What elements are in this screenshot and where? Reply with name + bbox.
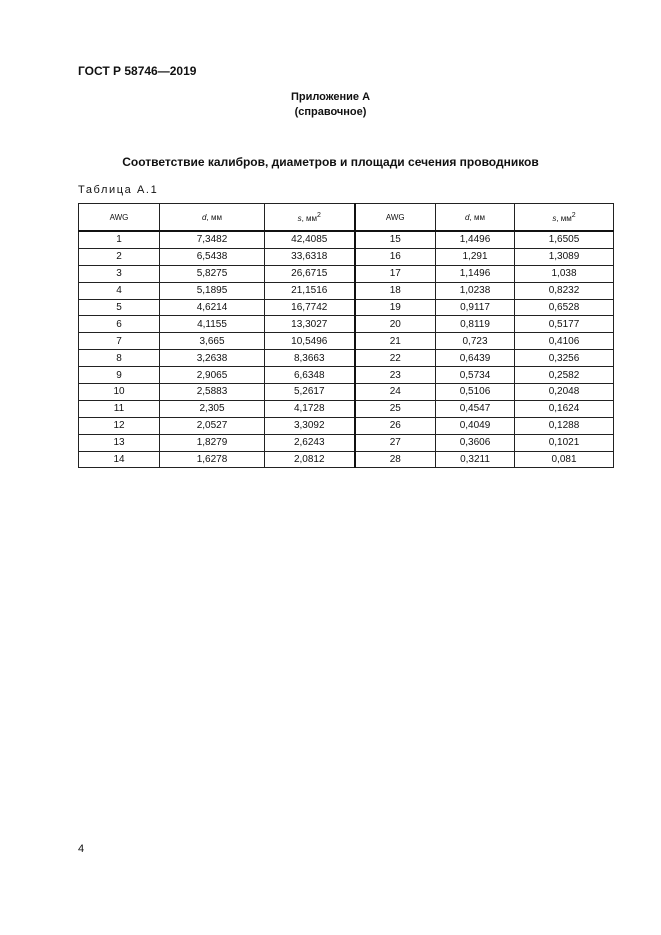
table-cell: 5,1895 <box>160 282 265 299</box>
table-cell: 1,1496 <box>436 265 515 282</box>
table-cell: 0,3211 <box>436 451 515 468</box>
table-cell: 0,4547 <box>436 400 515 417</box>
table-cell: 3 <box>79 265 160 282</box>
table-cell: 0,8232 <box>515 282 614 299</box>
table-cell: 2 <box>79 248 160 265</box>
table-cell: 23 <box>355 367 436 384</box>
table-cell: 24 <box>355 384 436 401</box>
table-cell: 4,6214 <box>160 299 265 316</box>
page-number: 4 <box>78 843 85 855</box>
table-cell: 3,3092 <box>265 417 355 434</box>
table-row <box>79 316 614 333</box>
table-cell: 5 <box>79 299 160 316</box>
table-cell: 10 <box>79 384 160 401</box>
column-header-superscript: 2 <box>317 211 321 219</box>
table-cell: 11 <box>79 400 160 417</box>
column-header-label: AWG <box>109 212 129 222</box>
table-cell: 0,4049 <box>436 417 515 434</box>
table-row <box>79 417 614 434</box>
section-title: Соответствие калибров, диаметров и площади сечения проводников <box>122 155 539 169</box>
table-cell: 0,6528 <box>515 299 614 316</box>
table-cell: 0,3606 <box>436 434 515 451</box>
table-cell: 16,7742 <box>265 299 355 316</box>
table-cell: 5,8275 <box>160 265 265 282</box>
table-cell: 3,665 <box>160 333 265 350</box>
table-cell: 0,9117 <box>436 299 515 316</box>
table-cell: 7,3482 <box>160 231 265 248</box>
table-cell: 0,081 <box>515 451 614 468</box>
table-row <box>79 451 614 468</box>
table-cell: 3,2638 <box>160 350 265 367</box>
table-cell: 15 <box>355 231 436 248</box>
column-header-symbol: d <box>202 212 207 222</box>
column-header-unit: , мм <box>469 212 485 222</box>
column-header-symbol: d <box>465 212 470 222</box>
table-header-row <box>79 204 614 232</box>
table-row <box>79 384 614 401</box>
table-cell: 1,291 <box>436 248 515 265</box>
column-header-label: AWG <box>385 212 405 222</box>
table-cell: 16 <box>355 248 436 265</box>
table-cell: 8,3663 <box>265 350 355 367</box>
table-cell: 5,2617 <box>265 384 355 401</box>
table-cell: 10,5496 <box>265 333 355 350</box>
table-row <box>79 350 614 367</box>
table-cell: 1,038 <box>515 265 614 282</box>
table-cell: 0,5177 <box>515 316 614 333</box>
table-cell: 20 <box>355 316 436 333</box>
column-header-superscript: 2 <box>571 211 576 219</box>
table-cell: 2,0812 <box>265 451 355 468</box>
table-cell: 8 <box>79 350 160 367</box>
table-cell: 0,1288 <box>515 417 614 434</box>
table-cell: 6,5438 <box>160 248 265 265</box>
appendix-title: Приложение А <box>290 91 371 103</box>
table-cell: 1,3089 <box>515 248 614 265</box>
table-cell: 4,1155 <box>160 316 265 333</box>
table-cell: 1,4496 <box>436 231 515 248</box>
table-cell: 2,305 <box>160 400 265 417</box>
table-cell: 0,2048 <box>515 384 614 401</box>
table-row <box>79 299 614 316</box>
table-cell: 2,9065 <box>160 367 265 384</box>
table-cell: 4 <box>79 282 160 299</box>
column-header-unit: , мм <box>301 213 318 223</box>
table-cell: 19 <box>355 299 436 316</box>
table-cell: 13 <box>79 434 160 451</box>
table-cell: 12 <box>79 417 160 434</box>
column-header <box>436 204 515 232</box>
table-cell: 6,6348 <box>265 367 355 384</box>
column-header-unit: , мм <box>206 212 222 222</box>
table-cell: 25 <box>355 400 436 417</box>
table-row <box>79 400 614 417</box>
table-cell: 1 <box>79 231 160 248</box>
table-cell: 0,1624 <box>515 400 614 417</box>
table-cell: 0,5734 <box>436 367 515 384</box>
table-cell: 21,1516 <box>265 282 355 299</box>
table-row <box>79 434 614 451</box>
table-cell: 4,1728 <box>265 400 355 417</box>
table-cell: 2,0527 <box>160 417 265 434</box>
table-cell: 6 <box>79 316 160 333</box>
table-cell: 26,6715 <box>265 265 355 282</box>
table-cell: 27 <box>355 434 436 451</box>
appendix-subtitle: (справочное) <box>294 106 367 118</box>
table-cell: 2,5883 <box>160 384 265 401</box>
table-cell: 0,5106 <box>436 384 515 401</box>
table-cell: 42,4085 <box>265 231 355 248</box>
table-cell: 7 <box>79 333 160 350</box>
column-header <box>515 204 614 232</box>
table-row <box>79 248 614 265</box>
document-code: ГОСТ Р 58746—2019 <box>78 64 197 78</box>
table-cell: 22 <box>355 350 436 367</box>
table-cell: 33,6318 <box>265 248 355 265</box>
table-cell: 0,3256 <box>515 350 614 367</box>
table-cell: 18 <box>355 282 436 299</box>
table-cell: 13,3027 <box>265 316 355 333</box>
column-header <box>265 204 355 232</box>
table-cell: 1,0238 <box>436 282 515 299</box>
awg-table <box>78 203 614 468</box>
table-caption: Таблица А.1 <box>78 184 159 196</box>
table-cell: 0,723 <box>436 333 515 350</box>
table-cell: 9 <box>79 367 160 384</box>
column-header-unit: , мм <box>556 213 572 223</box>
table-cell: 0,4106 <box>515 333 614 350</box>
column-header <box>160 204 265 232</box>
column-header-symbol: s <box>297 213 302 223</box>
table-cell: 1,8279 <box>160 434 265 451</box>
column-header-symbol: s <box>552 213 557 223</box>
table-cell: 2,6243 <box>265 434 355 451</box>
table-cell: 1,6505 <box>515 231 614 248</box>
table-row <box>79 231 614 248</box>
table-row <box>79 333 614 350</box>
table-cell: 0,6439 <box>436 350 515 367</box>
column-header <box>79 204 160 232</box>
table-row <box>79 265 614 282</box>
column-header <box>355 204 436 232</box>
table-cell: 21 <box>355 333 436 350</box>
table-cell: 1,6278 <box>160 451 265 468</box>
table-cell: 26 <box>355 417 436 434</box>
table-cell: 0,8119 <box>436 316 515 333</box>
table-cell: 0,2582 <box>515 367 614 384</box>
table-cell: 28 <box>355 451 436 468</box>
table-cell: 0,1021 <box>515 434 614 451</box>
table-cell: 14 <box>79 451 160 468</box>
table-cell: 17 <box>355 265 436 282</box>
table-body <box>79 231 614 468</box>
table-row <box>79 282 614 299</box>
table-row <box>79 367 614 384</box>
